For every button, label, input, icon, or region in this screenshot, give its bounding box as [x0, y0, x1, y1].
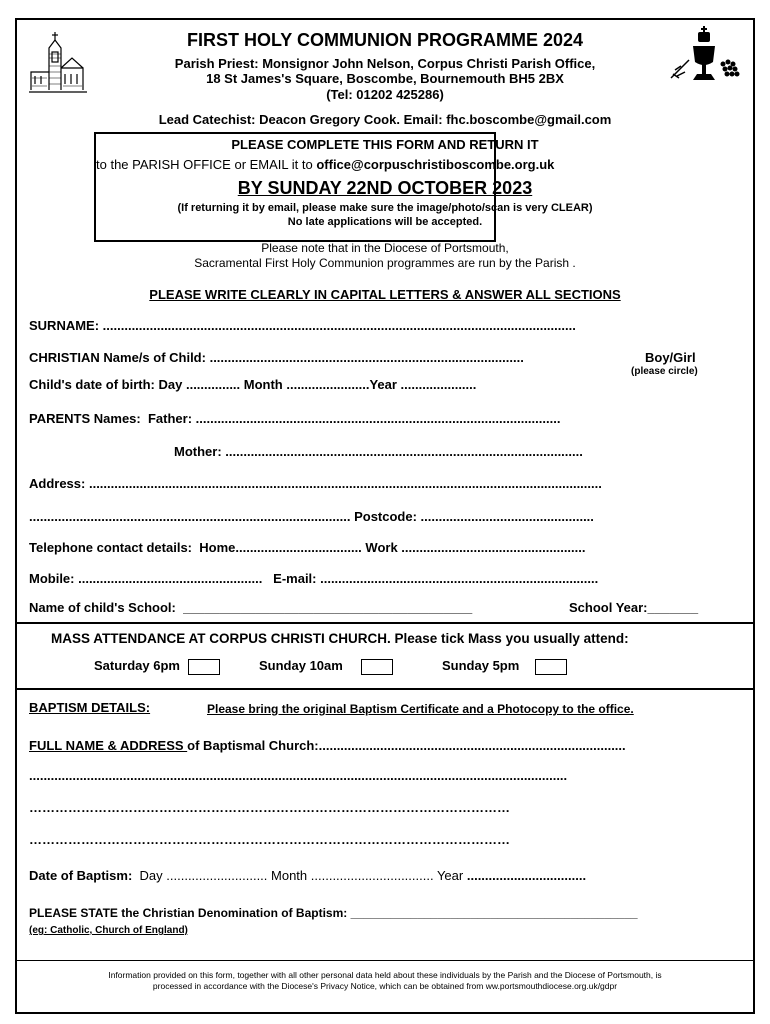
- form-title: FIRST HOLY COMMUNION PROGRAMME 2024: [186, 30, 584, 50]
- father-label: Father:: [147, 411, 193, 426]
- diocese-note-line2: Sacramental First Holy Communion programmes are run by the Parish .: [194, 256, 576, 270]
- mass-option-label: Saturday 6pm: [94, 658, 180, 673]
- tick-box[interactable]: [361, 659, 393, 675]
- baptismal-church-line[interactable]: .....................................................................................................................................................: [29, 768, 568, 783]
- mass-option-saturday-6pm[interactable]: [94, 658, 220, 675]
- deadline: BY SUNDAY 22ND OCTOBER 2023: [237, 178, 533, 198]
- tick-box[interactable]: [188, 659, 220, 675]
- divider: [17, 688, 753, 690]
- denomination-row[interactable]: PLEASE STATE the Christian Denomination of Baptism: ___________________________________________: [29, 906, 638, 920]
- baptismal-church-line[interactable]: …………………………………………………………………………………………………: [29, 800, 510, 815]
- home-phone-label: Home: [199, 540, 236, 555]
- christian-names-row[interactable]: CHRISTIAN Name/s of Child: .......................................................................................: [29, 350, 524, 365]
- form-page: [15, 18, 755, 1014]
- surname-label: SURNAME:: [29, 318, 100, 333]
- surname-row[interactable]: SURNAME: ...................................................................................................................................: [29, 318, 576, 333]
- baptism-certificate-instruction: Please bring the original Baptism Certificate and a Photocopy to the office.: [207, 702, 634, 716]
- telephone-row[interactable]: Telephone contact details: Home................................... Work ...................................................: [29, 540, 586, 555]
- postcode-label: Postcode:: [354, 509, 417, 524]
- baptismal-church-row[interactable]: FULL NAME & ADDRESS of Baptismal Church:.....................................................................................: [29, 738, 626, 753]
- baptismal-church-line[interactable]: …………………………………………………………………………………………………: [29, 832, 510, 847]
- work-phone-label: Work: [365, 540, 398, 555]
- baptism-day-label: Day: [139, 868, 163, 883]
- telephone-label: Telephone contact details:: [29, 540, 193, 555]
- mass-option-label: Sunday 5pm: [442, 658, 520, 673]
- image-clarity-note: (If returning it by email, please make sure the image/photo/scan is very CLEAR): [177, 202, 593, 214]
- divider: [17, 622, 753, 624]
- please-circle-note: (please circle): [631, 366, 698, 377]
- notice-return-email: office@corpuschristiboscombe.org.uk: [316, 157, 555, 172]
- dob-label: Child's date of birth:: [29, 377, 155, 392]
- divider: [17, 960, 753, 961]
- mass-option-label: Sunday 10am: [259, 658, 343, 673]
- dob-year-label: Year: [369, 377, 397, 392]
- school-year-row[interactable]: School Year:_______: [569, 600, 699, 615]
- notice-heading: PLEASE COMPLETE THIS FORM AND RETURN IT: [231, 137, 539, 152]
- father-row[interactable]: PARENTS Names: Father: .....................................................................................................: [29, 411, 561, 426]
- dob-month-label: Month: [243, 377, 283, 392]
- school-name-label: Name of child's School:: [29, 600, 176, 615]
- christian-names-label: CHRISTIAN Name/s of Child:: [29, 350, 206, 365]
- baptismal-church-label: of Baptismal Church:: [187, 738, 319, 753]
- denomination-example: (eg: Catholic, Church of England): [29, 925, 188, 936]
- address-label: Address:: [29, 476, 86, 491]
- notice-return-line: [96, 157, 554, 172]
- mass-attendance-heading: MASS ATTENDANCE AT CORPUS CHRISTI CHURCH. Please tick Mass you usually attend:: [51, 631, 629, 646]
- baptism-year-label: Year: [436, 868, 464, 883]
- address-postcode-row[interactable]: ......................................................................................... Postcode: ................................................: [29, 509, 594, 524]
- parish-priest-line: Parish Priest: Monsignor John Nelson, Corpus Christi Parish Office,: [174, 56, 596, 71]
- mother-row[interactable]: Mother: ...................................................................................................: [174, 444, 583, 459]
- tick-box[interactable]: [535, 659, 567, 675]
- diocese-note-line1: Please note that in the Diocese of Portsmouth,: [261, 241, 509, 255]
- baptism-date-row[interactable]: Date of Baptism: Day ............................ Month .................................. Year .................................: [29, 868, 587, 883]
- school-year-label: School Year:: [569, 600, 648, 615]
- lead-catechist-line: Lead Catechist: Deacon Gregory Cook. Email: fhc.boscombe@gmail.com: [158, 112, 612, 127]
- parish-telephone: (Tel: 01202 425286): [326, 87, 444, 102]
- baptism-month-label: Month: [271, 868, 308, 883]
- denomination-label: PLEASE STATE the Christian Denomination of Baptism:: [29, 906, 348, 920]
- mobile-label: Mobile:: [29, 571, 75, 586]
- privacy-notice-line2: processed in accordance with the Diocese's Privacy Notice, which can be obtained from ww.portsmouthdiocese.org.uk/gdpr: [152, 981, 618, 991]
- notice-return-prefix: to the PARISH OFFICE or EMAIL it to: [96, 157, 317, 172]
- baptismal-church-label-underlined: FULL NAME & ADDRESS: [29, 738, 188, 753]
- dob-day-label: Day: [158, 377, 183, 392]
- parents-label: PARENTS Names:: [29, 411, 141, 426]
- parish-address-line: 18 St James's Square, Boscombe, Bournemouth BH5 2BX: [206, 71, 564, 86]
- address-row[interactable]: Address: ..............................................................................................................................................: [29, 476, 602, 491]
- mass-option-sunday-5pm[interactable]: [442, 658, 567, 675]
- late-applications-note: No late applications will be accepted.: [287, 216, 483, 228]
- email-label: E-mail:: [273, 571, 317, 586]
- school-row[interactable]: Name of child's School: ________________________________________: [29, 600, 473, 615]
- capital-letters-instruction: PLEASE WRITE CLEARLY IN CAPITAL LETTERS & ANSWER ALL SECTIONS: [149, 287, 621, 302]
- boy-girl-option[interactable]: Boy/Girl: [645, 350, 696, 365]
- mother-label: Mother:: [174, 444, 222, 459]
- baptism-details-heading: BAPTISM DETAILS:: [29, 700, 151, 715]
- baptism-date-label: Date of Baptism:: [29, 868, 133, 883]
- mobile-email-row[interactable]: Mobile: ................................................... E-mail: .............................................................................: [29, 571, 599, 586]
- privacy-notice-line1: Information provided on this form, together with all other personal data held about these individuals by the Parish and the Diocese of Portsmouth, is: [108, 970, 662, 980]
- mass-option-sunday-10am[interactable]: [259, 658, 393, 675]
- date-of-birth-row[interactable]: Child's date of birth: Day ............... Month .......................Year .....................: [29, 377, 477, 392]
